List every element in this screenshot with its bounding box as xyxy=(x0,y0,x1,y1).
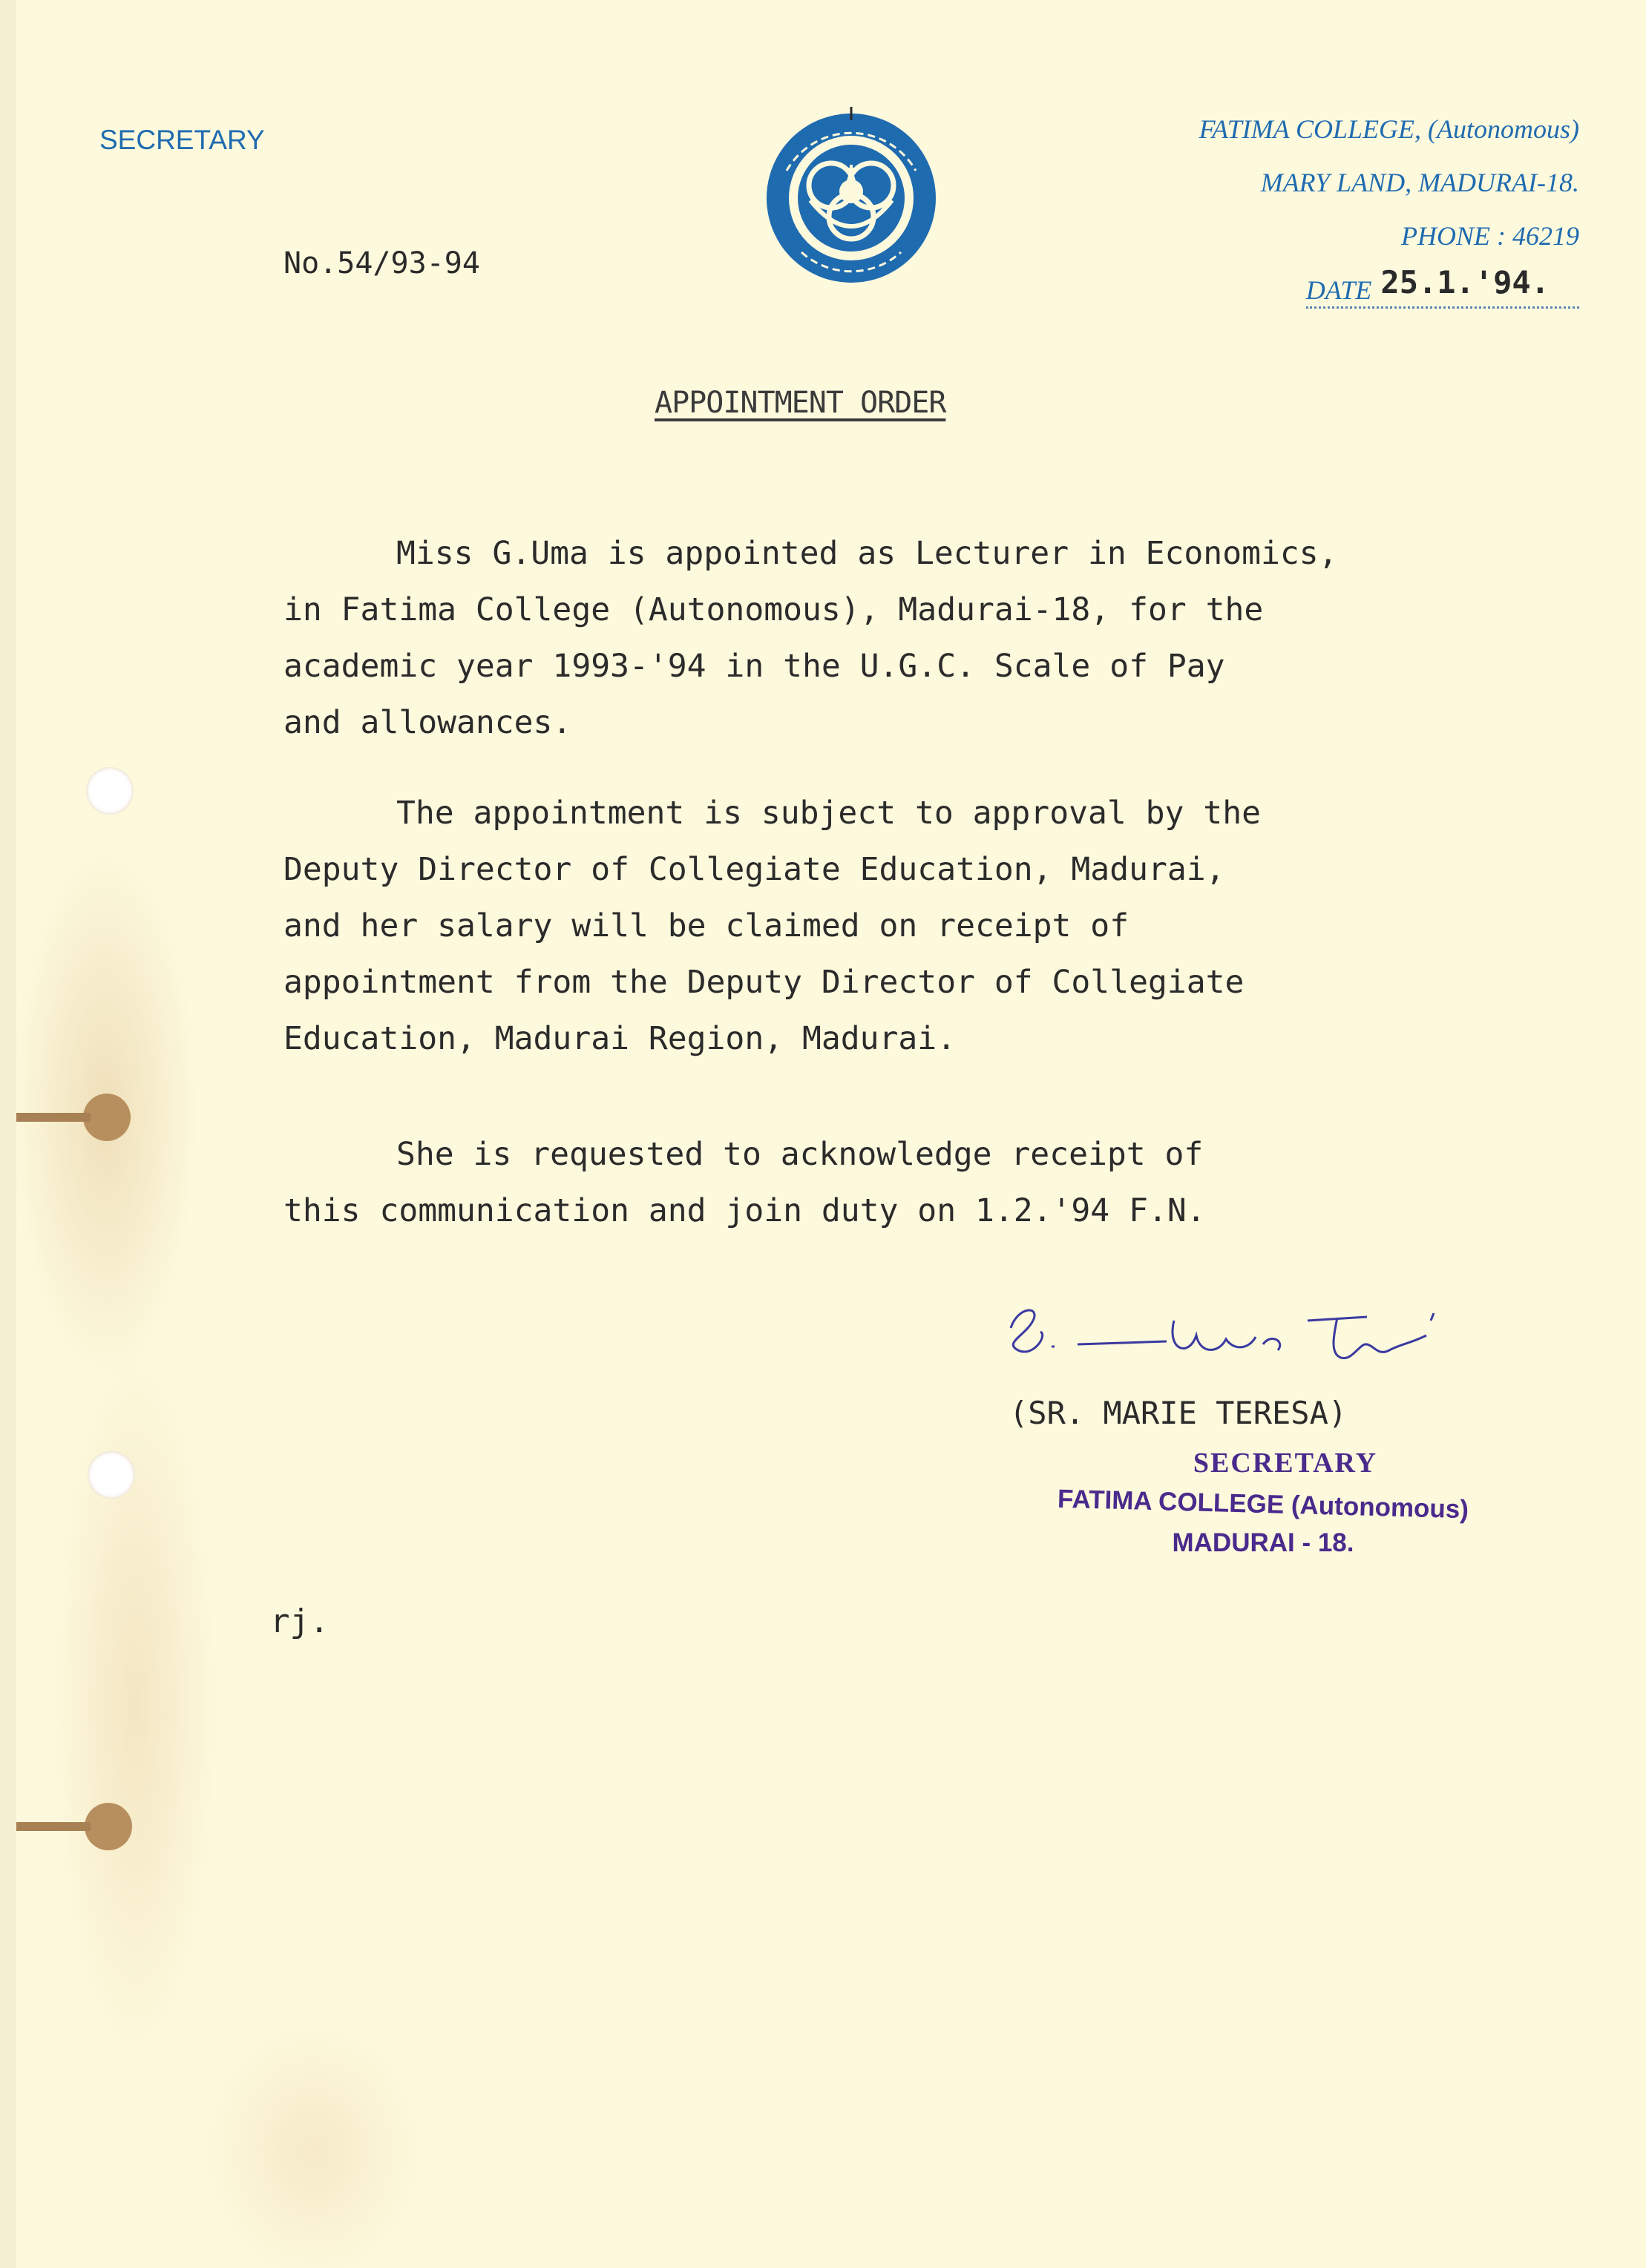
paragraph-line: Deputy Director of Collegiate Education, Madurai, xyxy=(283,851,1225,888)
date-label: DATE xyxy=(1305,275,1372,305)
letter-page xyxy=(16,0,1646,2268)
date-value: 25.1.'94. xyxy=(1380,264,1550,300)
paragraph-line: appointment from the Deputy Director of Collegiate xyxy=(283,964,1245,1001)
punch-hole-1 xyxy=(86,767,134,815)
college-phone: PHONE : 46219 xyxy=(1401,221,1579,251)
paragraph-line: in Fatima College (Autonomous), Madurai-18, for the xyxy=(283,591,1264,628)
paragraph-line: this communication and join duty on 1.2.'94 F.N. xyxy=(283,1192,1206,1229)
punch-hole-3 xyxy=(88,1451,135,1499)
letterhead-college-block xyxy=(911,102,1579,263)
stamp-line-1: SECRETARY xyxy=(1193,1447,1378,1479)
paragraph-line: Miss G.Uma is appointed as Lecturer in Economics, xyxy=(396,535,1338,572)
paragraph-line: The appointment is subject to approval by the xyxy=(396,795,1261,832)
college-name: FATIMA COLLEGE, (Autonomous) xyxy=(1199,114,1579,144)
body-paragraph-1 xyxy=(283,525,1545,751)
signature-image xyxy=(996,1291,1471,1373)
punch-hole-tail-2 xyxy=(16,1113,91,1122)
document-heading: APPOINTMENT ORDER xyxy=(655,386,946,420)
paragraph-line: and allowances. xyxy=(283,704,572,741)
paragraph-line: and her salary will be claimed on receipt of xyxy=(283,907,1129,944)
stamp-line-3: MADURAI - 18. xyxy=(1172,1528,1354,1557)
paragraph-line: academic year 1993-'94 in the U.G.C. Scale of Pay xyxy=(283,648,1225,685)
paragraph-line: She is requested to acknowledge receipt of xyxy=(396,1136,1204,1173)
punch-hole-tail-4 xyxy=(16,1822,91,1831)
letterhead-secretary-label: SECRETARY xyxy=(99,125,265,155)
paragraph-line: Education, Madurai Region, Madurai. xyxy=(283,1020,957,1057)
body-paragraph-3 xyxy=(283,1126,1545,1239)
college-address: MARY LAND, MADURAI-18. xyxy=(1260,168,1579,197)
official-stamp xyxy=(996,1447,1530,1558)
signatory-name: (SR. MARIE TERESA) xyxy=(1009,1395,1348,1431)
date-line xyxy=(1305,264,1579,309)
stamp-line-2: FATIMA COLLEGE (Autonomous) xyxy=(1057,1484,1469,1525)
punch-hole-4 xyxy=(85,1803,132,1850)
body-paragraph-2 xyxy=(283,785,1545,1067)
handwritten-signature xyxy=(996,1291,1471,1376)
reference-number: No.54/93-94 xyxy=(283,246,480,280)
typist-initials: rj. xyxy=(270,1603,329,1640)
